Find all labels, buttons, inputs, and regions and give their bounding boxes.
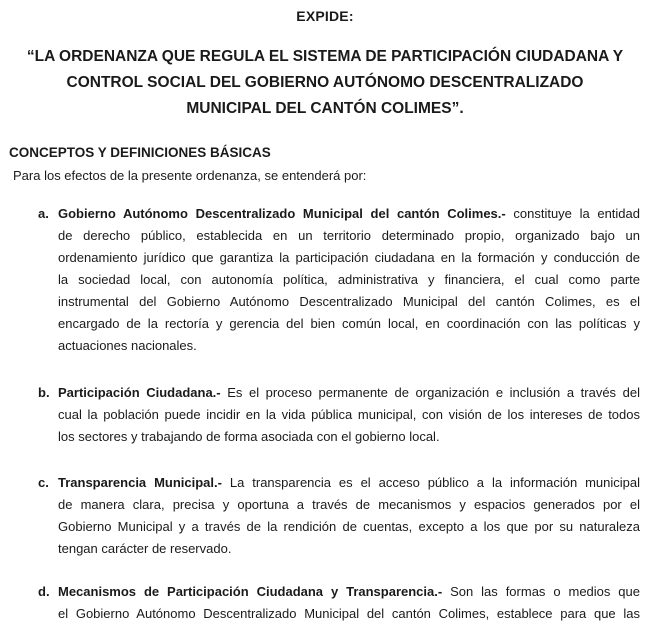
section-intro: Para los efectos de la presente ordenanza, se entenderá por: [13, 168, 367, 183]
item-text-line: actuaciones nacionales. [58, 338, 197, 353]
item-letter: c. [38, 475, 49, 490]
item-term: Gobierno Autónomo Descentralizado Municipal del cantón Colimes.- [58, 206, 506, 221]
item-text-line: la sociedad local, con autonomía política, administrativa y financiera, el cual como parte [58, 272, 640, 287]
ordinance-title [0, 44, 650, 122]
expide-heading: EXPIDE: [296, 8, 354, 24]
definition-item-a [38, 203, 640, 357]
definition-item-c [38, 472, 640, 560]
item-text-line: encargado de la rectoría y gerencia del bien común local, en coordinación con las políticas y [58, 316, 640, 331]
item-term: Participación Ciudadana.- [58, 385, 221, 400]
item-text-line: de derecho público, establecida en un territorio determinado propio, organizado bajo un [58, 228, 640, 243]
section-heading: CONCEPTOS Y DEFINICIONES BÁSICAS [9, 145, 271, 160]
item-letter: b. [38, 385, 50, 400]
item-text-line: de manera clara, precisa y oportuna a través de mecanismos y espacios generados por el [58, 497, 640, 512]
item-text-line: el Gobierno Autónomo Descentralizado Municipal del cantón Colimes, establece para que las [58, 606, 640, 621]
item-text-line: Es el proceso permanente de organización e inclusión a través del [220, 385, 640, 400]
title-line-1: “LA ORDENANZA QUE REGULA EL SISTEMA DE PARTICIPACIÓN CIUDADANA Y [26, 48, 624, 65]
definition-item-d [38, 581, 640, 625]
item-text-line: tengan carácter de reservado. [58, 541, 232, 556]
item-text-line: Son las formas o medios que [442, 584, 640, 599]
item-text-line: cual la población puede incidir en la vida pública municipal, con visión de los intereses de todos [58, 407, 640, 422]
item-term: Mecanismos de Participación Ciudadana y Transparencia.- [58, 584, 443, 599]
item-term: Transparencia Municipal.- [58, 475, 222, 490]
item-text-line: instrumental del Gobierno Autónomo Descentralizado Municipal del cantón Colimes, es el [58, 294, 640, 309]
item-text-line: los sectores y trabajando de forma asociada con el gobierno local. [58, 429, 440, 444]
item-text-line: La transparencia es el acceso público a la información municipal [221, 475, 640, 490]
item-text-line: constituye la entidad [505, 206, 640, 221]
item-letter: d. [38, 584, 50, 599]
item-body [58, 581, 640, 625]
item-body [58, 203, 640, 357]
item-text-line: Gobierno Municipal y a través de la rendición de cuentas, excepto a los que por su naturaleza [58, 519, 640, 534]
item-text-line: ordenamiento jurídico que garantiza la participación ciudadana en la formación y conducción de [58, 250, 640, 265]
title-line-3: MUNICIPAL DEL CANTÓN COLIMES”. [186, 100, 464, 117]
item-letter: a. [38, 206, 49, 221]
title-line-2: CONTROL SOCIAL DEL GOBIERNO AUTÓNOMO DESCENTRALIZADO [66, 74, 584, 91]
item-body [58, 382, 640, 448]
definition-item-b [38, 382, 640, 448]
item-body [58, 472, 640, 560]
